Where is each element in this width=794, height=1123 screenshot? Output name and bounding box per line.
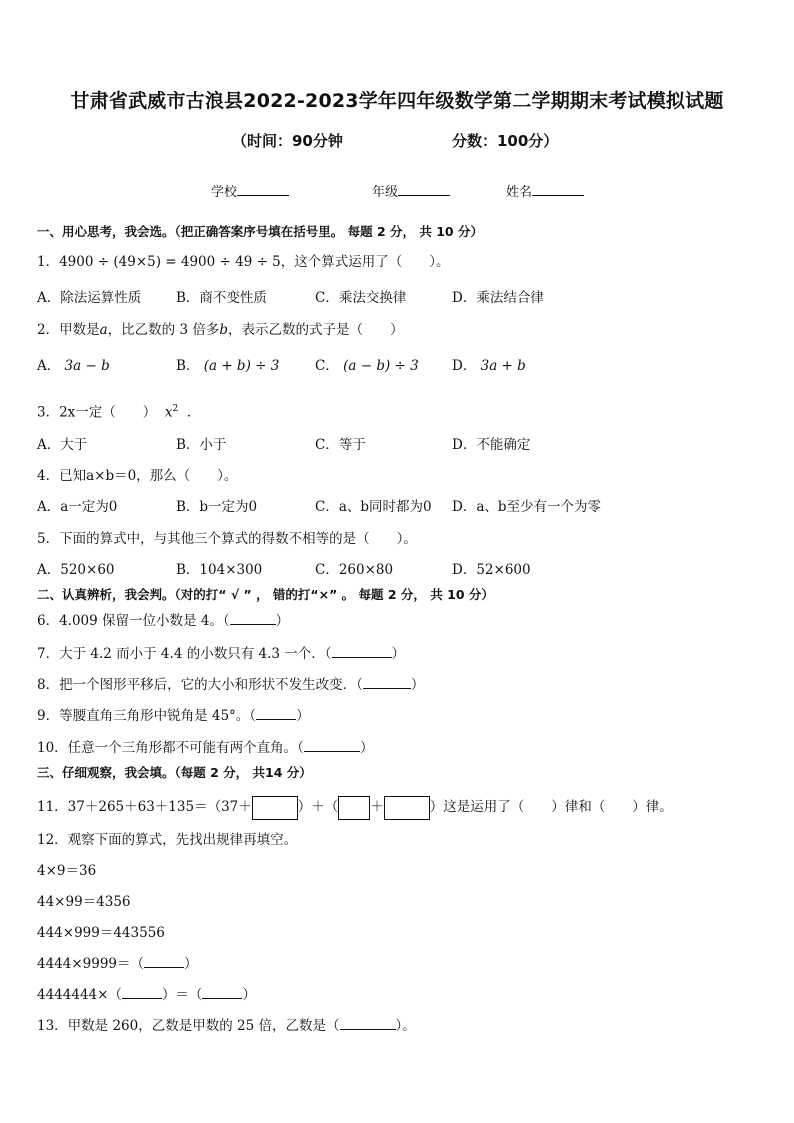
q4-option-b[interactable]: B．b一定为0 xyxy=(176,499,258,515)
question-11: 11．37＋265＋63＋135＝（37＋ ）＋（ ＋ ）这是运用了（ ）律和（ ）律。 xyxy=(37,795,673,820)
q2-option-a-expr: 3a − b xyxy=(64,358,110,374)
grade-blank[interactable] xyxy=(398,183,450,196)
q4-option-d[interactable]: D．a、b至少有一个为零 xyxy=(452,499,602,515)
q12-line-1: 4×9＝36 xyxy=(37,863,97,879)
q2-option-c-expr: (a − b) ÷ 3 xyxy=(343,358,419,374)
q3-option-c[interactable]: C．等于 xyxy=(315,437,366,453)
question-13: 13．甲数是 260，乙数是甲数的 25 倍，乙数是（ ）。 xyxy=(37,1018,416,1034)
q11-box-3[interactable] xyxy=(384,796,430,820)
grade-field[interactable] xyxy=(372,181,450,200)
question-3: 3．2x一定（ ） $x^2$ ． xyxy=(37,404,201,421)
name-blank[interactable] xyxy=(532,183,584,196)
q12-blank-3[interactable] xyxy=(202,986,242,999)
q4-option-a[interactable]: A．a一定为0 xyxy=(37,499,118,515)
school-field[interactable] xyxy=(211,181,289,200)
q5-option-c[interactable]: C．260×80 xyxy=(315,562,394,578)
school-label: 学校 xyxy=(211,185,238,200)
q1-option-b[interactable]: B．商不变性质 xyxy=(176,290,267,306)
q7-answer-blank[interactable] xyxy=(332,645,392,658)
q1-option-d[interactable]: D．乘法结合律 xyxy=(452,290,544,306)
name-field[interactable] xyxy=(506,181,584,200)
q11-box-1[interactable] xyxy=(252,796,298,820)
q3-option-b[interactable]: B．小于 xyxy=(176,437,227,453)
q3-option-d[interactable]: D．不能确定 xyxy=(452,437,531,453)
q3-option-a[interactable]: A．大于 xyxy=(37,437,88,453)
q12-blank-2[interactable] xyxy=(122,986,162,999)
q12-line-2: 44×99＝4356 xyxy=(37,894,131,910)
q12-line-4: 4444×9999＝（ ） xyxy=(37,956,198,972)
section-1-heading: 一、用心思考，我会选。（把正确答案序号填在括号里。 每题 2 分， 共 10 分） xyxy=(37,224,483,239)
exam-score: 分数：100分） xyxy=(452,132,559,150)
question-7: 7．大于 4.2 而小于 4.4 的小数只有 4.3 一个．（ ） xyxy=(37,646,405,662)
question-2: 2．甲数是a，比乙数的 3 倍多b，表示乙数的式子是（ ） xyxy=(37,322,404,338)
q2-option-b-expr: (a + b) ÷ 3 xyxy=(203,358,280,374)
q2-option-a[interactable]: A． 3a − b xyxy=(37,358,110,374)
q10-answer-blank[interactable] xyxy=(304,739,360,752)
q2-option-d[interactable]: D． 3a + b xyxy=(452,358,526,374)
question-6: 6．4.009 保留一位小数是 4。（ ） xyxy=(37,613,290,629)
school-blank[interactable] xyxy=(237,183,289,196)
q5-option-a[interactable]: A．520×60 xyxy=(37,562,115,578)
q1-expression: 4900 ÷ (49×5) = 4900 ÷ 49 ÷ 5 xyxy=(59,254,281,270)
question-8: 8．把一个图形平移后，它的大小和形状不发生改变．（ ） xyxy=(37,677,425,693)
q2-option-d-expr: 3a + b xyxy=(480,358,526,374)
grade-label: 年级 xyxy=(372,185,399,200)
section-3-heading: 三、仔细观察，我会填。（每题 2 分， 共14 分） xyxy=(37,765,312,780)
q11-box-2[interactable] xyxy=(338,796,370,820)
q12-blank-1[interactable] xyxy=(144,955,184,968)
question-12: 12．观察下面的算式，先找出规律再填空。 xyxy=(37,832,298,848)
q2-option-c[interactable]: C． (a − b) ÷ 3 xyxy=(315,358,419,374)
section-2-heading: 二、认真辨析，我会判。（对的打“ √ ” ， 错的打“×” 。 每题 2 分， 共 10 分） xyxy=(37,587,494,602)
question-9: 9．等腰直角三角形中锐角是 45°。（ ） xyxy=(37,708,310,724)
question-1: 1．4900 ÷ (49×5) = 4900 ÷ 49 ÷ 5，这个算式运用了（ ）。 xyxy=(37,254,450,270)
q2-option-b[interactable]: B． (a + b) ÷ 3 xyxy=(176,358,280,374)
page-title: 甘肃省武威市古浪县2022-2023学年四年级数学第二学期期末考试模拟试题 xyxy=(70,90,724,112)
q9-answer-blank[interactable] xyxy=(256,707,296,720)
q8-answer-blank[interactable] xyxy=(363,676,411,689)
question-10: 10．任意一个三角形都不可能有两个直角。（ ） xyxy=(37,740,374,756)
q13-answer-blank[interactable] xyxy=(340,1017,396,1030)
q5-option-d[interactable]: D．52×600 xyxy=(452,562,531,578)
q6-answer-blank[interactable] xyxy=(230,612,276,625)
exam-time: （时间：90分钟 xyxy=(232,132,343,150)
question-4: 4．已知a×b＝0，那么（ ）。 xyxy=(37,468,238,484)
name-label: 姓名 xyxy=(506,185,533,200)
q5-option-b[interactable]: B．104×300 xyxy=(176,562,263,578)
q1-option-a[interactable]: A．除法运算性质 xyxy=(37,290,142,306)
q12-line-3: 444×999＝443556 xyxy=(37,925,165,941)
q1-option-c[interactable]: C．乘法交换律 xyxy=(315,290,407,306)
q12-line-5: 4444444×（ ）＝（ ） xyxy=(37,987,256,1003)
q4-option-c[interactable]: C．a、b同时都为0 xyxy=(315,499,432,515)
question-5: 5．下面的算式中，与其他三个算式的得数不相等的是（ ）。 xyxy=(37,531,417,547)
